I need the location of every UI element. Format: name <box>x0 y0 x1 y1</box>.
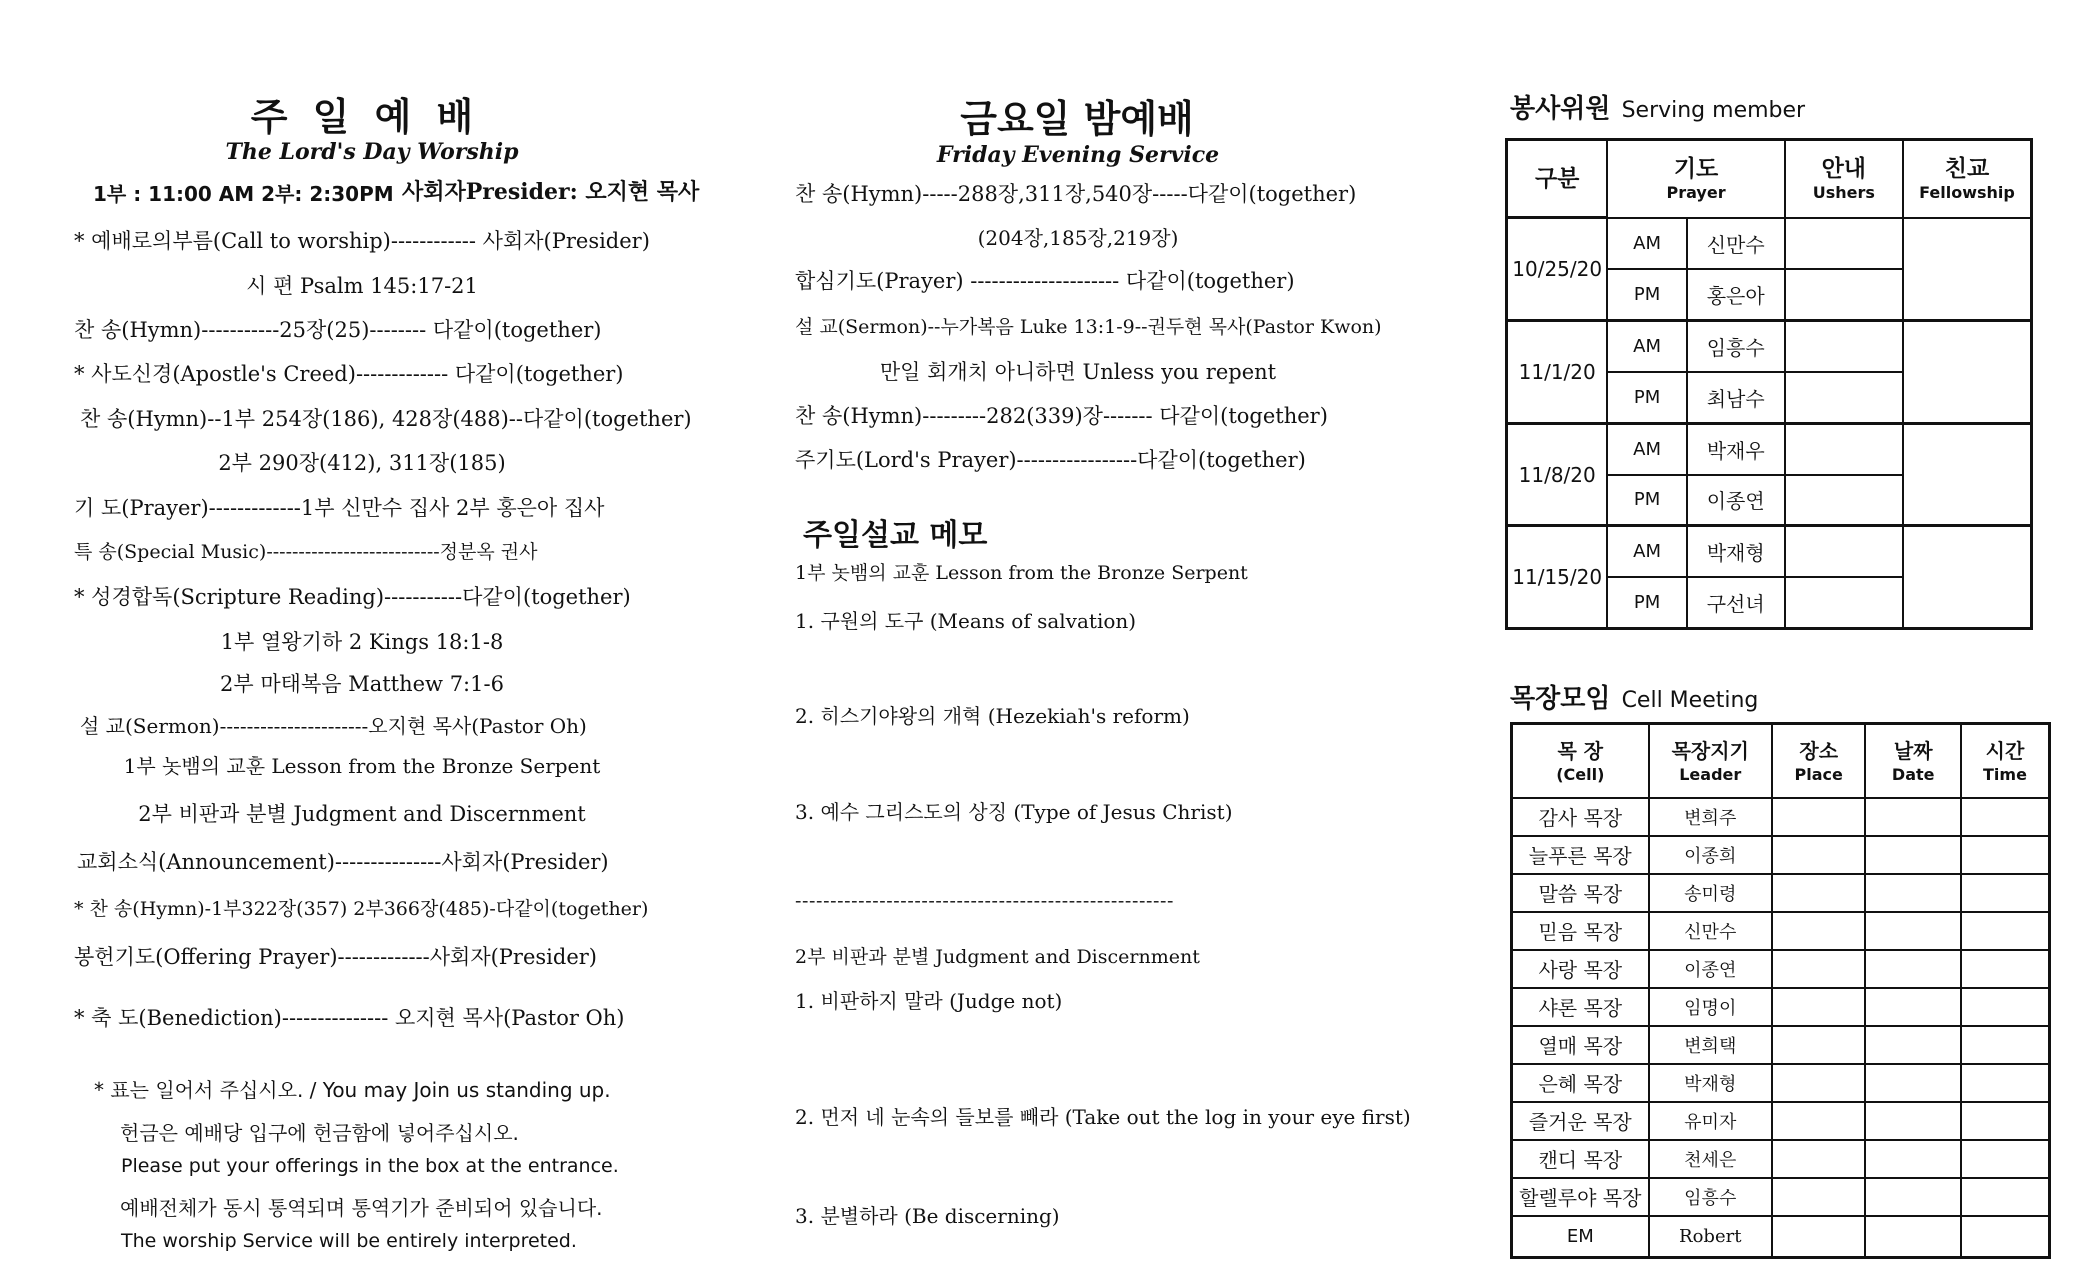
serving-fellowship <box>1903 321 2032 424</box>
cell-place <box>1772 950 1866 988</box>
cell-title-en: Cell Meeting <box>1621 688 1759 713</box>
cell-time <box>1961 950 2050 988</box>
cell-time <box>1961 836 2050 874</box>
serving-am-name: 임흥수 <box>1687 321 1785 372</box>
cell-name: 믿음 목장 <box>1512 912 1649 950</box>
cell-time <box>1961 912 2050 950</box>
presider-line: 사회자Presider: 오지현 목사 <box>402 179 700 205</box>
cell-header-leader: 목장지기 Leader <box>1649 724 1772 798</box>
friday-lords-prayer: 주기도(Lord's Prayer)-----------------다같이(together) <box>795 448 1306 472</box>
order-psalm: 시 편 Psalm 145:17-21 <box>246 274 478 298</box>
serving-pm-label: PM <box>1607 577 1686 628</box>
friday-sermon-title: 만일 회개치 아니하면 Unless you repent <box>879 360 1277 384</box>
serving-pm-usher <box>1785 577 1903 628</box>
memo-title: 주일설교 메모 <box>803 518 988 553</box>
note-interpretation-en: The worship Service will be entirely interpreted. <box>121 1230 577 1252</box>
cell-date <box>1865 836 1960 874</box>
serving-am-name: 박재우 <box>1687 423 1785 474</box>
note-standing: * 표는 일어서 주십시오. / You may Join us standing up. <box>94 1078 611 1102</box>
cell-leader: 송미령 <box>1649 874 1772 912</box>
cell-header-time: 시간 Time <box>1961 724 2050 798</box>
order-sermon-2: 2부 비판과 분별 Judgment and Discernment <box>138 802 586 826</box>
serving-title-en: Serving member <box>1621 98 1806 123</box>
cell-leader: 신만수 <box>1649 912 1772 950</box>
friday-hymn-1-alt: (204장,185장,219장) <box>977 226 1179 250</box>
cell-leader: 변희택 <box>1649 1026 1772 1064</box>
cell-place <box>1772 1064 1866 1102</box>
cell-row <box>1512 1102 2050 1140</box>
cell-name: 즐거운 목장 <box>1512 1102 1649 1140</box>
friday-prayer: 합심기도(Prayer) --------------------- 다같이(together) <box>795 269 1295 293</box>
serving-date: 11/1/20 <box>1507 321 1608 424</box>
serving-header-row <box>1507 140 2032 218</box>
order-prayer: 기 도(Prayer)-------------1부 신만수 집사 2부 홍은아 집사 <box>74 496 605 520</box>
cell-time <box>1961 798 2050 836</box>
service-times: 1부 : 11:00 AM 2부: 2:30PM <box>93 182 394 206</box>
serving-date: 11/8/20 <box>1507 423 1608 526</box>
serving-table <box>1505 138 2033 630</box>
friday-title: 금요일 밤예배 <box>960 97 1194 141</box>
cell-leader: 임흥수 <box>1649 1178 1772 1216</box>
cell-place <box>1772 1178 1866 1216</box>
cell-title-ko: 목장모임 <box>1510 684 1611 714</box>
serving-am-usher <box>1785 526 1903 577</box>
cell-name: 할렐루야 목장 <box>1512 1178 1649 1216</box>
serving-am-name: 박재형 <box>1687 526 1785 577</box>
cell-date <box>1865 912 1960 950</box>
cell-date <box>1865 874 1960 912</box>
serving-am-name: 신만수 <box>1687 218 1785 269</box>
serving-pm-label: PM <box>1607 475 1686 526</box>
cell-leader: 임명이 <box>1649 988 1772 1026</box>
cell-name: 감사 목장 <box>1512 798 1649 836</box>
cell-header-cell: 목 장 (Cell) <box>1512 724 1649 798</box>
note-offering-en: Please put your offerings in the box at the entrance. <box>121 1155 619 1177</box>
serving-row <box>1507 218 2032 269</box>
cell-place <box>1772 1216 1866 1258</box>
cell-place <box>1772 1026 1866 1064</box>
cell-time <box>1961 1064 2050 1102</box>
cell-place <box>1772 988 1866 1026</box>
cell-time <box>1961 1026 2050 1064</box>
cell-time <box>1961 874 2050 912</box>
cell-row <box>1512 1140 2050 1178</box>
cell-leader: 변희주 <box>1649 798 1772 836</box>
cell-name: 캔디 목장 <box>1512 1140 1649 1178</box>
order-call-to-worship: * 예배로의부름(Call to worship)------------ 사회자(Presider) <box>74 229 650 253</box>
cell-place <box>1772 912 1866 950</box>
cell-row <box>1512 950 2050 988</box>
serving-pm-usher <box>1785 372 1903 423</box>
cell-row <box>1512 1178 2050 1216</box>
serving-am-usher <box>1785 423 1903 474</box>
order-hymn-1: 찬 송(Hymn)-----------25장(25)-------- 다같이(together) <box>74 318 602 342</box>
cell-place <box>1772 874 1866 912</box>
cell-name: 늘푸른 목장 <box>1512 836 1649 874</box>
order-announcement: 교회소식(Announcement)---------------사회자(Presider) <box>77 850 609 874</box>
serving-pm-label: PM <box>1607 269 1686 320</box>
cell-place <box>1772 836 1866 874</box>
cell-row <box>1512 1026 2050 1064</box>
cell-time <box>1961 1216 2050 1258</box>
memo-point-2-3: 3. 분별하라 (Be discerning) <box>795 1204 1060 1228</box>
cell-table <box>1510 722 2051 1259</box>
serving-row <box>1507 526 2032 577</box>
note-interpretation-ko: 예배전체가 동시 통역되며 통역기가 준비되어 있습니다. <box>120 1196 603 1220</box>
serving-pm-name: 최남수 <box>1687 372 1785 423</box>
serving-am-label: AM <box>1607 218 1686 269</box>
cell-leader: 천세은 <box>1649 1140 1772 1178</box>
serving-am-usher <box>1785 321 1903 372</box>
cell-leader: 이종희 <box>1649 836 1772 874</box>
cell-time <box>1961 1178 2050 1216</box>
cell-name: 은혜 목장 <box>1512 1064 1649 1102</box>
memo-sermon-1-title: 1부 놋뱀의 교훈 Lesson from the Bronze Serpent <box>795 562 1248 584</box>
cell-place <box>1772 1102 1866 1140</box>
order-sermon-1: 1부 놋뱀의 교훈 Lesson from the Bronze Serpent <box>123 754 601 778</box>
cell-time <box>1961 988 2050 1026</box>
memo-point-2: 2. 히스기야왕의 개혁 (Hezekiah's reform) <box>795 704 1190 728</box>
serving-pm-usher <box>1785 475 1903 526</box>
serving-pm-name: 홍은아 <box>1687 269 1785 320</box>
cell-date <box>1865 1178 1960 1216</box>
memo-point-2-2: 2. 먼저 네 눈속의 들보를 빼라 (Take out the log in your eye first) <box>795 1105 1411 1129</box>
order-offering-prayer: 봉헌기도(Offering Prayer)-------------사회자(Presider) <box>74 945 597 969</box>
cell-date <box>1865 798 1960 836</box>
serving-pm-name: 구선녀 <box>1687 577 1785 628</box>
order-hymn-2: 찬 송(Hymn)--1부 254장(186), 428장(488)--다같이(together) <box>80 407 692 431</box>
cell-header-date: 날짜 Date <box>1865 724 1960 798</box>
cell-date <box>1865 1216 1960 1258</box>
serving-header-category: 구분 <box>1507 140 1608 218</box>
serving-fellowship <box>1903 526 2032 629</box>
cell-leader: Robert <box>1649 1216 1772 1258</box>
order-scripture-2: 2부 마태복음 Matthew 7:1-6 <box>220 672 504 696</box>
friday-hymn-1: 찬 송(Hymn)-----288장,311장,540장-----다같이(together) <box>795 182 1357 206</box>
cell-heading <box>1510 678 1758 715</box>
sunday-title: 주 일 예 배 <box>250 95 480 139</box>
friday-subtitle: Friday Evening Service <box>936 142 1220 168</box>
cell-time <box>1961 1102 2050 1140</box>
cell-header-row <box>1512 724 2050 798</box>
order-special-music: 특 송(Special Music)---------------------------정분옥 권사 <box>74 541 538 563</box>
order-apostles-creed: * 사도신경(Apostle's Creed)------------- 다같이(together) <box>74 362 624 386</box>
memo-sermon-2-title: 2부 비판과 분별 Judgment and Discernment <box>795 946 1200 968</box>
cell-leader: 이종연 <box>1649 950 1772 988</box>
serving-header-fellowship: 친교 Fellowship <box>1903 140 2032 218</box>
friday-hymn-2: 찬 송(Hymn)---------282(339)장------- 다같이(together) <box>795 404 1328 428</box>
cell-place <box>1772 1140 1866 1178</box>
order-scripture-1: 1부 열왕기하 2 Kings 18:1-8 <box>220 630 504 654</box>
order-sermon: 설 교(Sermon)----------------------오지현 목사(Pastor Oh) <box>80 714 587 738</box>
note-offering-ko: 헌금은 예배당 입구에 헌금함에 넣어주십시오. <box>120 1121 519 1145</box>
order-benediction: * 축 도(Benediction)--------------- 오지현 목사(Pastor Oh) <box>74 1006 625 1030</box>
cell-name: EM <box>1512 1216 1649 1258</box>
cell-row <box>1512 798 2050 836</box>
serving-header-prayer: 기도 Prayer <box>1607 140 1784 218</box>
memo-point-2-1: 1. 비판하지 말라 (Judge not) <box>795 989 1063 1013</box>
sunday-subtitle: The Lord's Day Worship <box>225 139 519 165</box>
cell-row <box>1512 988 2050 1026</box>
serving-date: 11/15/20 <box>1507 526 1608 629</box>
cell-place <box>1772 798 1866 836</box>
serving-heading <box>1510 88 1805 125</box>
serving-fellowship <box>1903 423 2032 526</box>
serving-pm-name: 이종연 <box>1687 475 1785 526</box>
friday-sermon: 설 교(Sermon)--누가복음 Luke 13:1-9--권두현 목사(Pastor Kwon) <box>795 316 1382 338</box>
cell-time <box>1961 1140 2050 1178</box>
serving-fellowship <box>1903 218 2032 321</box>
serving-header-ushers: 안내 Ushers <box>1785 140 1903 218</box>
serving-title-ko: 봉사위원 <box>1510 94 1611 124</box>
cell-row <box>1512 912 2050 950</box>
cell-date <box>1865 1102 1960 1140</box>
cell-leader: 유미자 <box>1649 1102 1772 1140</box>
cell-date <box>1865 1140 1960 1178</box>
cell-name: 샤론 목장 <box>1512 988 1649 1026</box>
cell-row <box>1512 1064 2050 1102</box>
serving-pm-label: PM <box>1607 372 1686 423</box>
memo-divider: ------------------------------------------------------ <box>795 890 1175 912</box>
serving-date: 10/25/20 <box>1507 218 1608 321</box>
cell-date <box>1865 950 1960 988</box>
serving-pm-usher <box>1785 269 1903 320</box>
cell-date <box>1865 1026 1960 1064</box>
cell-date <box>1865 1064 1960 1102</box>
serving-am-usher <box>1785 218 1903 269</box>
memo-point-1: 1. 구원의 도구 (Means of salvation) <box>795 609 1137 633</box>
cell-row <box>1512 836 2050 874</box>
cell-name: 말씀 목장 <box>1512 874 1649 912</box>
serving-am-label: AM <box>1607 526 1686 577</box>
serving-am-label: AM <box>1607 423 1686 474</box>
memo-point-3: 3. 예수 그리스도의 상징 (Type of Jesus Christ) <box>795 800 1233 824</box>
order-scripture-reading: * 성경합독(Scripture Reading)-----------다같이(together) <box>74 585 631 609</box>
serving-row <box>1507 321 2032 372</box>
cell-leader: 박재형 <box>1649 1064 1772 1102</box>
order-hymn-2-second: 2부 290장(412), 311장(185) <box>218 451 506 475</box>
cell-date <box>1865 988 1960 1026</box>
cell-name: 열매 목장 <box>1512 1026 1649 1064</box>
order-hymn-3: * 찬 송(Hymn)-1부322장(357) 2부366장(485)-다같이(together) <box>74 898 649 920</box>
cell-row <box>1512 1216 2050 1258</box>
serving-row <box>1507 423 2032 474</box>
cell-row <box>1512 874 2050 912</box>
serving-am-label: AM <box>1607 321 1686 372</box>
cell-name: 사랑 목장 <box>1512 950 1649 988</box>
cell-header-place: 장소 Place <box>1772 724 1866 798</box>
